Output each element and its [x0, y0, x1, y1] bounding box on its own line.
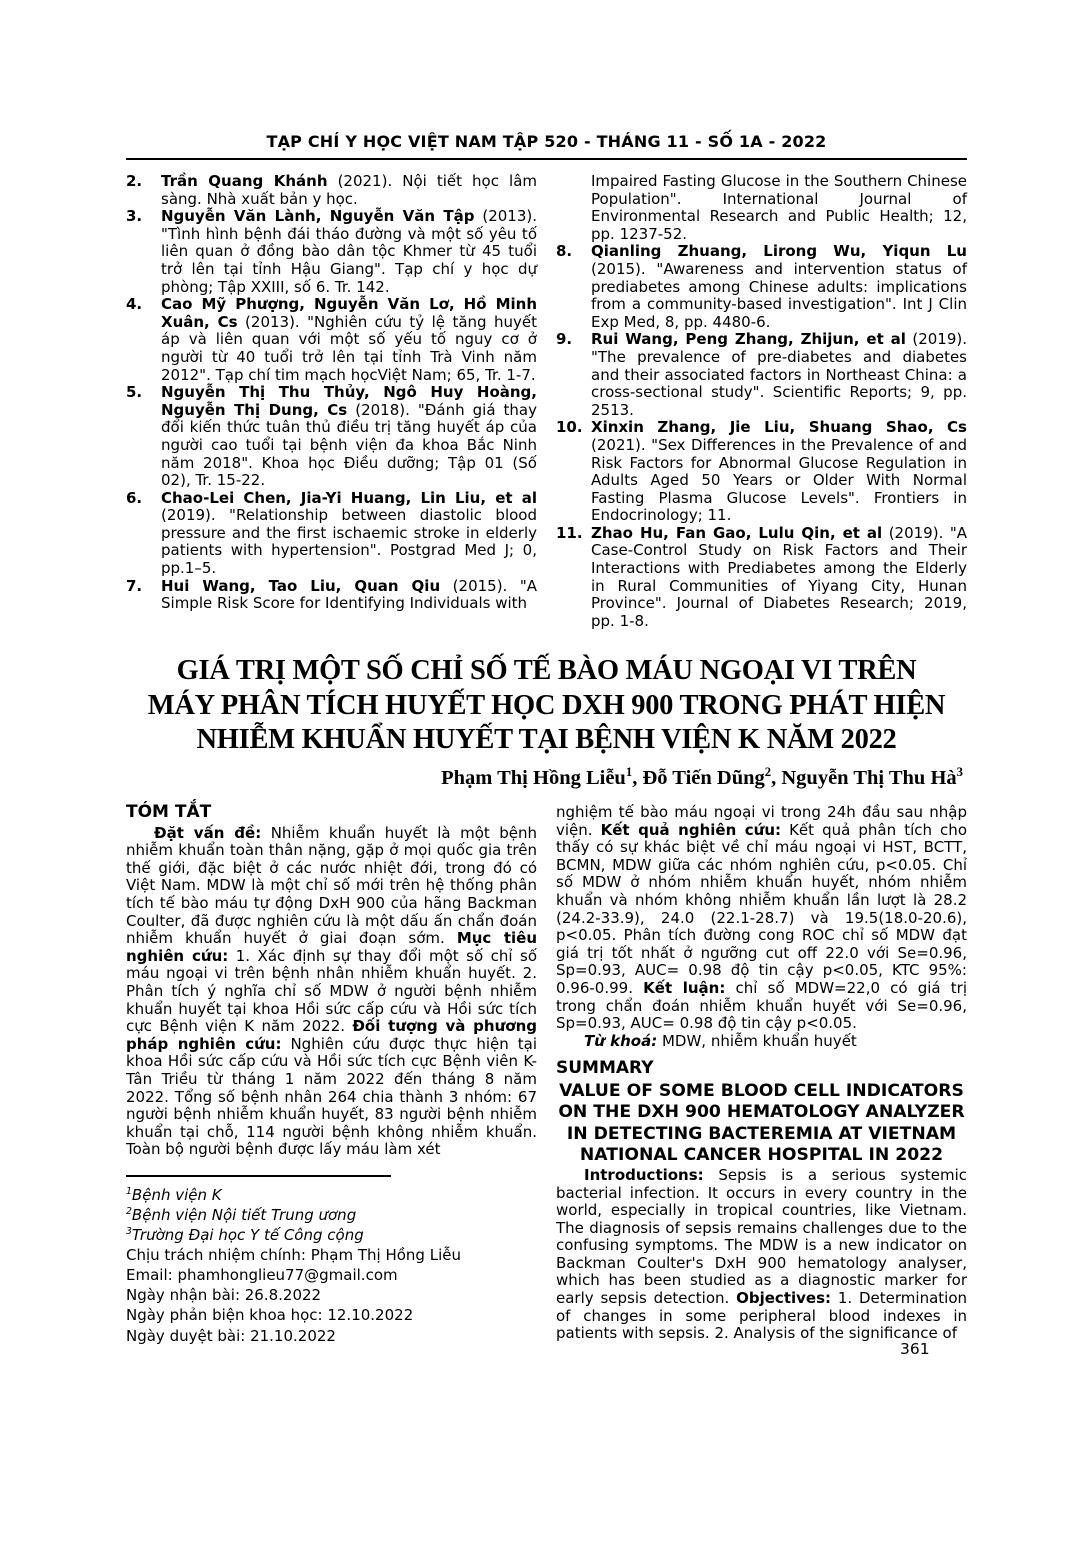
references-section: [126, 173, 967, 630]
reference-text: Nguyễn Văn Lành, Nguyễn Văn Tập (2013). "Tình hình bệnh đái tháo đường và một số yêu tố liên quan ở đồng bào dân tộc Khmer từ 45 tuổi trở lên tại tỉnh Hậu Giang". Tạp chí y học dự phòng; Tập XXIII, số 6. Tr. 142.: [161, 207, 537, 296]
article-title-line: MÁY PHÂN TÍCH HUYẾT HỌC DXH 900 TRONG PHÁT HIỆN: [147, 689, 946, 721]
abstract-right-column: [556, 804, 967, 1346]
footnote-block: [126, 1175, 537, 1346]
references-left-column: [126, 173, 537, 630]
reference-item: [126, 296, 537, 384]
footnote-line: $^1$Bệnh viện K: [126, 1185, 222, 1204]
reference-text: Zhao Hu, Fan Gao, Lulu Qin, et al (2019). "A Case-Control Study on Risk Factors and Their Interactions with Prediabetes among the Elderly in Rural Communities of Yiyang City, Hunan Province". Journal of Diabetes Research; 2019, pp. 1-8.: [591, 523, 968, 630]
article-title: [126, 654, 967, 757]
footnote-line-accepted-date: Ngày duyệt bài: 21.10.2022: [126, 1326, 336, 1345]
reference-item: [126, 490, 537, 578]
footnote-line-received-date: Ngày nhận bài: 26.8.2022: [126, 1286, 322, 1305]
reference-item: [556, 419, 967, 525]
abstract-paragraph-right: nghiệm tế bào máu ngoại vi trong 24h đầu sau nhập viện. Kết quả nghiên cứu: Kết quả phân tích cho thấy có sự khác biệt về chỉ máu ngoại vi HST, BCTT, BCMN, MDW giữa các nhóm nghiên cứu, p<0.05. Chỉ số MDW ở nhóm nhiễm khuẩn huyết, nhóm nhiễm khuẩn và nhóm không nhiễm khuẩn lần lượt là 28.2 (24.2-33.9), 24.0 (22.1-28.7) và 19.5(18.0-20.6), p<0.05. Phân tích đường cong ROC chỉ số MDW đạt giá trị tốt nhất ở ngưỡng cut off 22.0 với Se=0.96, Sp=0.93, AUC= 0.98 độ tin cậy p<0.05, KTC 95%: 0.96-0.99. Kết luận: chỉ số MDW=22,0 có giá trị trong chẩn đoán nhiễm khuẩn huyết với Se=0.96, Sp=0.93, AUC= 0.98 độ tin cậy p<0.05.: [556, 803, 967, 1033]
reference-item: [126, 384, 537, 490]
summary-paragraph: Introductions: Sepsis is a serious systemic bacterial infection. It occurs in every country in the world, especially in tropical countries, like Vietnam. The diagnosis of sepsis remains challenges due to the confusing symptoms. The MDW is a new indicator on Backman Coulter's DxH 900 hematology analyser, which has been studied as a diagnostic marker for early sepsis detection. Objectives: 1. Determination of changes in some peripheral blood indexes in patients with sepsis. 2. Analysis of the significance of: [556, 1165, 968, 1343]
footnote-line: $^3$Trường Đại học Y tế Công cộng: [126, 1226, 364, 1245]
footnote-line-review-date: Ngày phản biện khoa học: 12.10.2022: [126, 1306, 414, 1325]
reference-text: Rui Wang, Peng Zhang, Zhijun, et al (2019). "The prevalence of pre-diabetes and diabetes and their associated factors in Northeast China: a cross-sectional study". Scientific Reports; 9, pp. 2513.: [591, 330, 967, 419]
reference-number: 8.: [556, 242, 573, 261]
summary-title: [556, 1081, 967, 1167]
reference-number: 2.: [126, 172, 143, 190]
summary-title-line: NATIONAL CANCER HOSPITAL IN 2022: [579, 1145, 944, 1166]
abstract-summary-section: [126, 804, 967, 1346]
reference-number: 3.: [126, 207, 143, 226]
article-title-line: GIÁ TRỊ MỘT SỐ CHỈ SỐ TẾ BÀO MÁU NGOẠI VI TRÊN: [176, 655, 917, 687]
footnote-line-email: Email: phamhonglieu77@gmail.com: [126, 1266, 398, 1285]
page-number: 361: [900, 1340, 930, 1358]
page-content: [126, 0, 967, 1346]
reference-number: 4.: [126, 295, 143, 314]
reference-item: [556, 525, 967, 631]
summary-title-line: VALUE OF SOME BLOOD CELL INDICATORS: [559, 1080, 964, 1101]
reference-text: Hui Wang, Tao Liu, Quan Qiu (2015). "A Simple Risk Score for Identifying Individuals with: [161, 576, 538, 613]
reference-item: [556, 243, 967, 331]
reference-item-continuation: [556, 173, 967, 243]
summary-title-line: ON THE DXH 900 HEMATOLOGY ANALYZER: [558, 1102, 965, 1123]
reference-text: Cao Mỹ Phượng, Nguyễn Văn Lơ, Hồ Minh Xuân, Cs (2013). "Nghiên cứu tỷ lệ tăng huyết áp và liên quan với một số yếu tố nguy cơ ở người từ 40 tuổi trở lên tại tỉnh Trà Vinh năm 2012". Tạp chí tim mạch họcViệt Nam; 65, Tr. 1-7.: [161, 295, 537, 384]
reference-number: 7.: [126, 576, 143, 595]
reference-item: [126, 173, 537, 208]
reference-number: 5.: [126, 383, 143, 402]
summary-heading: SUMMARY: [556, 1058, 654, 1079]
footnote-separator-line: [126, 1175, 391, 1177]
reference-item: [126, 578, 537, 613]
reference-text: Qianling Zhuang, Lirong Wu, Yiqun Lu (2015). "Awareness and intervention status of prediabetes among Chinese adults: implications from a community-based investigation". Int J Clin Exp Med, 8, pp. 4480-6.: [591, 242, 967, 331]
article-title-line: NHIỄM KHUẨN HUYẾT TẠI BỆNH VIỆN K NĂM 2022: [196, 723, 897, 755]
reference-text: Chao-Lei Chen, Jia-Yi Huang, Lin Liu, et al (2019). "Relationship between diastolic blood pressure and the first ischaemic stroke in elderly patients with hypertension". Postgrad Med J; 0, pp.1–5.: [161, 488, 537, 578]
reference-item: [126, 208, 537, 296]
reference-text: Trần Quang Khánh (2021). Nội tiết học lâm sàng. Nhà xuất bản y học.: [161, 172, 537, 208]
reference-number: 11.: [556, 523, 583, 542]
abstract-left-column: [126, 804, 537, 1346]
authors-line: Phạm Thị Hồng Liễu$^1$, Đỗ Tiến Dũng$^2$, Nguyễn Thị Thu $Hà^3$: [441, 765, 963, 789]
journal-header: [126, 0, 967, 160]
keywords-line: Từ khoá: MDW, nhiễm khuẩn huyết: [584, 1031, 857, 1050]
footnote-line-responsible: Chịu trách nhiệm chính: Phạm Thị Hồng Liễu: [126, 1246, 461, 1265]
footnote-line: $^2$Bệnh viện Nội tiết Trung ương: [126, 1205, 357, 1224]
summary-title-line: IN DETECTING BACTEREMIA AT VIETNAM: [566, 1123, 957, 1144]
reference-number: 10.: [556, 418, 583, 437]
reference-text: Xinxin Zhang, Jie Liu, Shuang Shao, Cs (2021). "Sex Differences in the Prevalence of and Risk Factors for Abnormal Glucose Regulation in Adults Aged 50 Years or Older With Normal Fasting Plasma Glucose Levels". Frontiers in Endocrinology; 11.: [591, 418, 967, 525]
reference-number: 6.: [126, 488, 143, 507]
abstract-heading: TÓM TẮT: [126, 802, 212, 822]
reference-number: 9.: [556, 330, 573, 349]
abstract-paragraph-left: Đặt vấn đề: Nhiễm khuẩn huyết là một bệnh nhiễm khuẩn toàn thân nặng, gặp ở mọi quốc gia trên thế giới, đặc biệt ở các nước nhiệt đới, trong đó có Việt Nam. MDW là một chỉ số mới trên hệ thống phân tích tế bào máu tự động DxH 900 của hãng Backman Coulter, đã được nghiên cứu là một dấu ấn chẩn đoán nhiễm khuẩn huyết ở giai đoạn sớm. Mục tiêu nghiên cứu: 1. Xác định sự thay đổi một số chỉ số máu ngoại vi trên bệnh nhân nhiễm khuẩn huyết. 2. Phân tích ý nghĩa chỉ số MDW ở người bệnh nhiễm khuẩn huyết tại khoa Hồi sức cấp cứu và Hồi sức tích cực Bệnh viện K năm 2022. Đối tượng và phương pháp nghiên cứu: Nghiên cứu được thực hiện tại khoa Hồi sức cấp cứu và Hồi sức tích cực Bệnh viên K-Tân Triều từ tháng 1 năm 2022 đến tháng 8 năm 2022. Tổng số bệnh nhân 264 chia thành 3 nhóm: 67 người bệnh nhiễm khuẩn huyết, 83 người bệnh nhiễm khuẩn tại chỗ, 114 người bệnh không nhiễm khuẩn. Toàn bộ người bệnh được lấy máu làm xét: [126, 823, 538, 1159]
journal-title-line: TẠP CHÍ Y HỌC VIỆT NAM TẬP 520 - THÁNG 11 - SỐ 1A - 2022: [126, 132, 967, 160]
reference-text: Nguyễn Thị Thu Thủy, Ngô Huy Hoàng, Nguyễn Thị Dung, Cs (2018). "Đánh giá thay đổi kiến thức tuân thủ điều trị tăng huyết áp của người cao tuổi tại bệnh viện đa khoa Bắc Ninh năm 2018". Khoa học Điều dưỡng; Tập 01 (Số 02), Tr. 15-22.: [161, 383, 537, 490]
references-right-column: [556, 173, 967, 630]
reference-text: Impaired Fasting Glucose in the Southern Chinese Population". International Journal of Environmental Research and Public Health; 12, pp. 1237-52.: [591, 172, 967, 243]
reference-item: [556, 331, 967, 419]
